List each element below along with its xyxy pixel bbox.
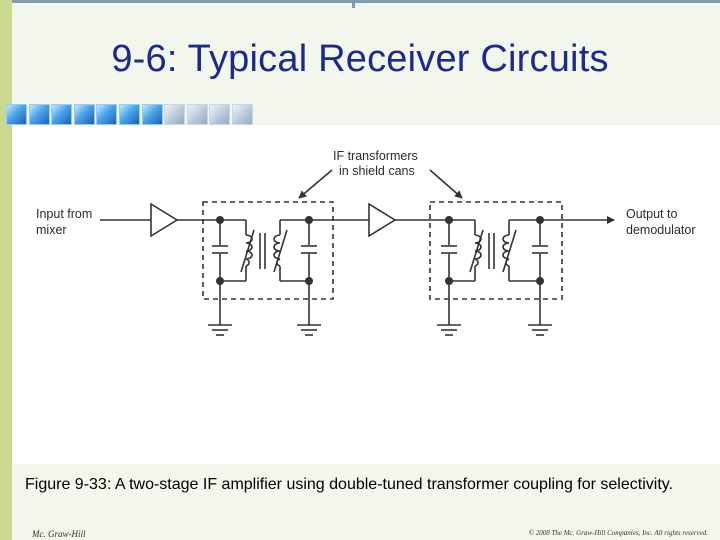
decor-square: [164, 104, 185, 125]
junction-dot: [305, 277, 313, 285]
junction-dot: [445, 277, 453, 285]
decor-square: [29, 104, 50, 125]
publisher-name: Mc. Graw-Hill: [32, 529, 86, 539]
left-accent-bar: [0, 0, 12, 540]
figure-caption: Figure 9-33: A two-stage IF amplifier using double-tuned transformer coupling for selectivity.: [25, 476, 674, 493]
label-mixer: mixer: [36, 223, 67, 237]
junction-dot: [305, 216, 313, 224]
junction-dot: [445, 216, 453, 224]
amplifier-2-icon: [369, 204, 395, 236]
label-output-to: Output to: [626, 207, 678, 221]
label-shield-cans: in shield cans: [339, 164, 415, 178]
label-if-transformers: IF transformers: [333, 149, 418, 163]
top-accent-line: [352, 0, 355, 8]
decor-square: [96, 104, 117, 125]
decor-square: [51, 104, 72, 125]
junction-dot: [536, 277, 544, 285]
junction-dot: [536, 216, 544, 224]
arrow-to-can-1: [299, 170, 332, 198]
circuit-diagram: [12, 125, 720, 464]
junction-dot: [216, 277, 224, 285]
decor-square: [232, 104, 253, 125]
slide-title: 9-6: Typical Receiver Circuits: [111, 38, 609, 80]
amplifier-1-icon: [151, 204, 177, 236]
top-rule: [0, 0, 720, 3]
decorative-squares: [6, 104, 255, 125]
decor-square: [142, 104, 163, 125]
decor-square: [74, 104, 95, 125]
decor-square: [187, 104, 208, 125]
junction-dot: [216, 216, 224, 224]
circuit-figure: [12, 125, 720, 464]
decor-square: [119, 104, 140, 125]
decor-square: [6, 104, 27, 125]
decor-square: [209, 104, 230, 125]
arrow-to-can-2: [430, 170, 462, 198]
label-input-from: Input from: [36, 207, 93, 221]
label-demodulator: demodulator: [626, 223, 696, 237]
copyright-notice: © 2008 The Mc. Graw-Hill Companies, Inc. All rights reserved.: [528, 529, 708, 537]
